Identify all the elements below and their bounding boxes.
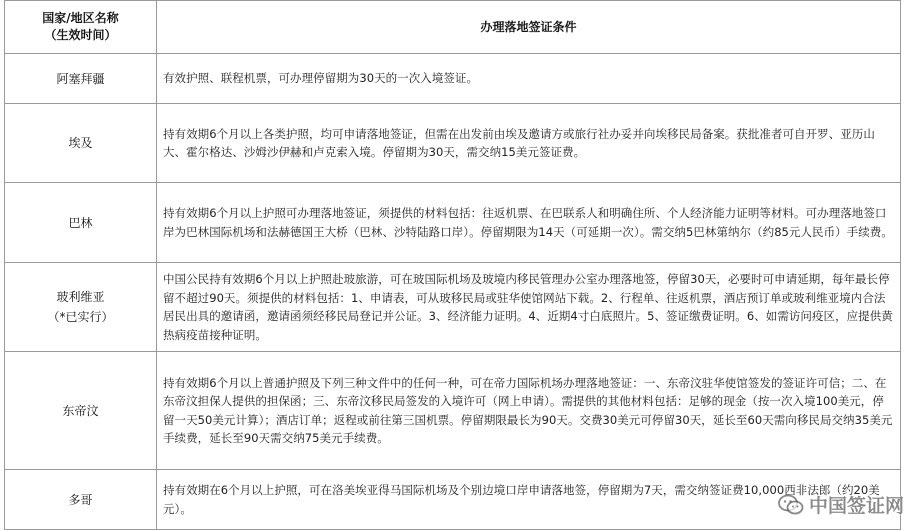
country-note: （*已实行）: [47, 310, 114, 324]
table-row: [5, 263, 901, 352]
conditions-cell: 中国公民持有效期6个月以上护照赴玻旅游，可在玻国际机场及玻境内移民管理办公室办理落地签，停留30天，必要时可申请延期，每年最长停留不超过90天。须提供的材料包括：1、申请表，可从玻移民局或驻华使馆网站下载。2、行程单、往返机票，酒店预订单或玻利维亚境内合法居民出具的邀请函，邀请函须经移民局登记并公证。3、经济能力证明。4、近期4寸白底照片。5、签证缴费证明。6、如需访问疫区，应提供黄热病疫苗接种证明。: [157, 263, 901, 352]
country-cell: [5, 263, 157, 352]
country-column-header: [5, 1, 157, 54]
table-row: [5, 352, 901, 470]
watermark-text: 中国签证网: [808, 495, 904, 517]
country-name: 多哥: [68, 492, 93, 507]
country-cell: [5, 104, 157, 183]
country-header-line1: 国家/地区名称: [42, 11, 119, 25]
country-name: 巴林: [68, 215, 93, 230]
conditions-column-header: 办理落地签证条件: [157, 1, 901, 54]
table-row: [5, 183, 901, 263]
country-name: 东帝汶: [62, 403, 99, 418]
conditions-cell: 持有效期6个月以上各类护照，均可申请落地签证，但需在出发前由埃及邀请方或旅行社办妥并向埃移民局备案。获批准者可自开罗、亚历山大、霍尔格达、沙姆沙伊赫和卢克索入境。停留期为30天，需交纳15美元签证费。: [157, 104, 901, 183]
conditions-cell: 持有效期在6个月以上护照，可在洛美埃亚得马国际机场及个别边境口岸申请落地签，停留期为7天，需交纳签证费10,000西非法郎（约20美元）。: [157, 470, 901, 530]
country-name: 阿塞拜疆: [56, 71, 105, 86]
country-cell: [5, 54, 157, 104]
conditions-cell: 有效护照、联程机票，可办理停留期为30天的一次入境签证。: [157, 54, 901, 104]
country-cell: [5, 352, 157, 470]
visa-on-arrival-table: [4, 0, 901, 530]
conditions-cell: 持有效期6个月以上普通护照及下列三种文件中的任何一种，可在帝力国际机场办理落地签证：一、东帝汶驻华使馆签发的签证许可信；二、在东帝汶担保人提供的担保函；三、东帝汶移民局签发的入境许可（网上申请）。需提供的其他材料包括：足够的现金（按一次入境100美元，停留一天50美元计算）；酒店订单；返程或前往第三国机票。停留期限最长为90天。交费30美元可停留30天，延长至60天需向移民局交纳35美元手续费，延长至90天需交纳75美元手续费。: [157, 352, 901, 470]
table-row: [5, 104, 901, 183]
country-header-line2: （生效时间）: [44, 28, 117, 42]
table-header-row: [5, 1, 901, 54]
table-row: [5, 470, 901, 530]
country-cell: [5, 183, 157, 263]
conditions-cell: 持有效期6个月以上护照可办理落地签证，须提供的材料包括：往返机票、在巴联系人和明确住所、个人经济能力证明等材料。可办理落地签口岸为巴林国际机场和法赫德国王大桥（巴林、沙特陆路口岸）。停留期限为14天（可延期一次）。需交纳5巴林第纳尔（约85元人民币）手续费。: [157, 183, 901, 263]
country-name: 玻利维亚: [56, 290, 105, 304]
country-name: 埃及: [68, 136, 93, 150]
country-cell: [5, 470, 157, 530]
table-row: [5, 54, 901, 104]
